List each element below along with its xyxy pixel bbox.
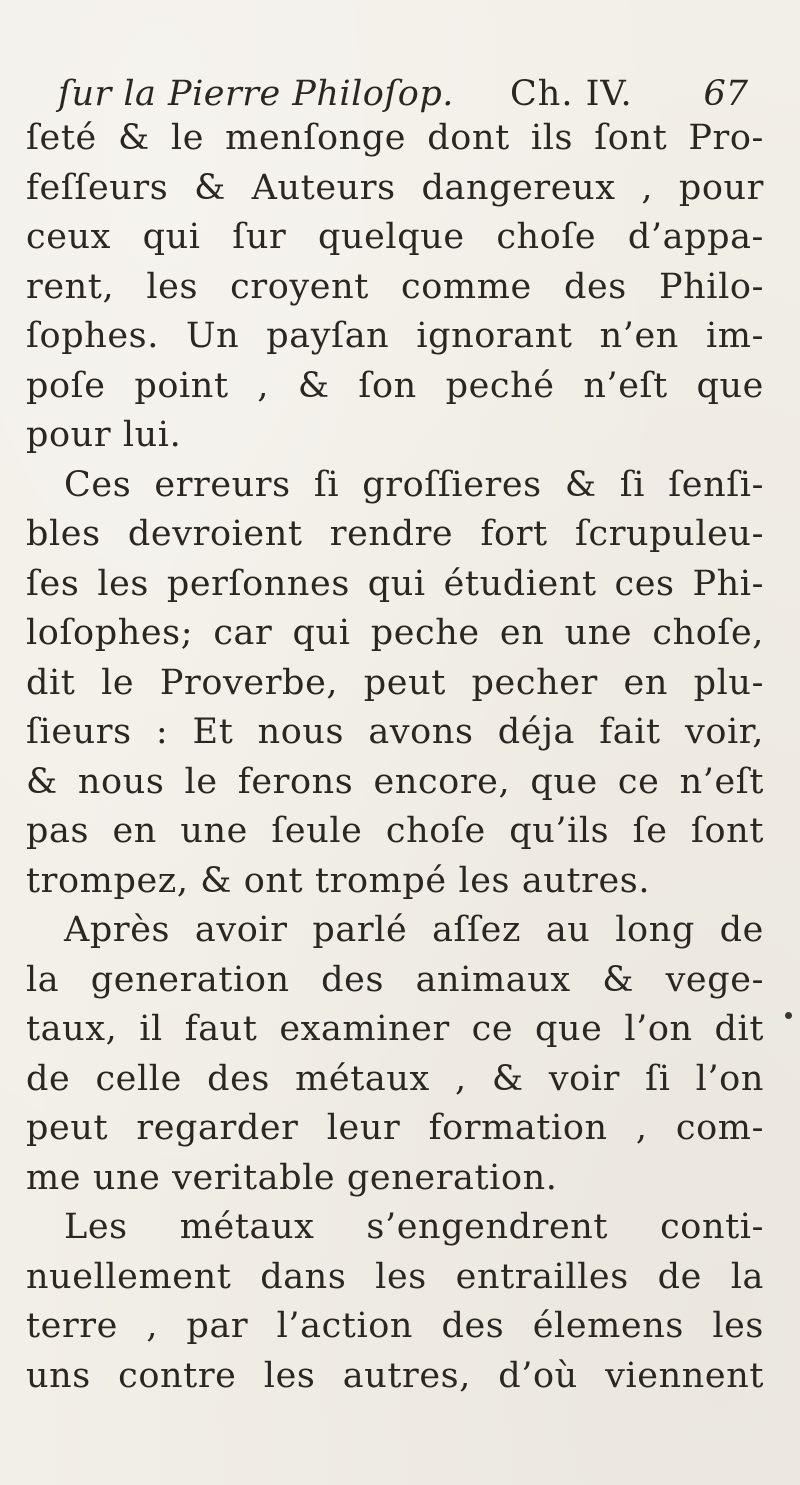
page-header [58, 70, 748, 118]
text-line: taux, il faut examiner ce que l’on dit [26, 1009, 764, 1049]
margin-dot [785, 1012, 792, 1019]
text-line: nuellement dans les entrailles de la [26, 1256, 764, 1297]
text-line: me une veritable generation. [26, 1157, 558, 1198]
text-line: ceux qui ſur quelque choſe d’appa- [26, 217, 764, 257]
text-line: ſeté & le menſonge dont ils ſont Pro- [26, 118, 764, 158]
running-title: ſur la Pierre Philoſop. [58, 74, 454, 114]
text-line: dit le Proverbe, peut pecher en plu- [26, 662, 764, 703]
text-line: loſophes; car qui peche en une choſe, [26, 613, 764, 653]
text-line: poſe point , & ſon peché n’eſt que [26, 365, 764, 406]
text-line: rent, les croyent comme des Philo- [26, 266, 764, 307]
text-line: ſieurs : Et nous avons déja fait voir, [26, 712, 764, 752]
text-line: peut regarder leur formation , com- [26, 1108, 764, 1148]
text-line: ſophes. Un payſan ignorant n’en im- [26, 316, 764, 356]
text-line: feſſeurs & Auteurs dangereux , pour [26, 167, 764, 208]
text-line: la generation des animaux & vege- [26, 959, 764, 1000]
text-line: pour lui. [26, 415, 182, 455]
text-line: pas en une ſeule choſe qu’ils ſe ſont [26, 811, 764, 851]
body-text [26, 114, 764, 1401]
text-line: ſes les perſonnes qui étudient ces Phi- [26, 563, 764, 604]
text-line: terre , par l’action des élemens les [26, 1306, 764, 1346]
text-line: Les métaux s’engendrent conti- [64, 1207, 764, 1247]
text-line: uns contre les autres, d’où viennent [26, 1355, 764, 1396]
text-line: trompez, & ont trompé les autres. [26, 860, 651, 901]
text-line: Ces erreurs ſi groſſieres & ſi ſenſi- [64, 464, 764, 505]
text-line: de celle des métaux , & voir ſi l’on [26, 1058, 764, 1099]
text-line: Après avoir parlé aſſez au long de [64, 910, 764, 950]
text-line: bles devroient rendre fort ſcrupuleu- [26, 514, 764, 554]
page-number: 67 [703, 74, 748, 114]
chapter-label: Ch. IV. [510, 74, 633, 114]
text-line: & nous le ferons encore, que ce n’eſt [26, 761, 764, 802]
